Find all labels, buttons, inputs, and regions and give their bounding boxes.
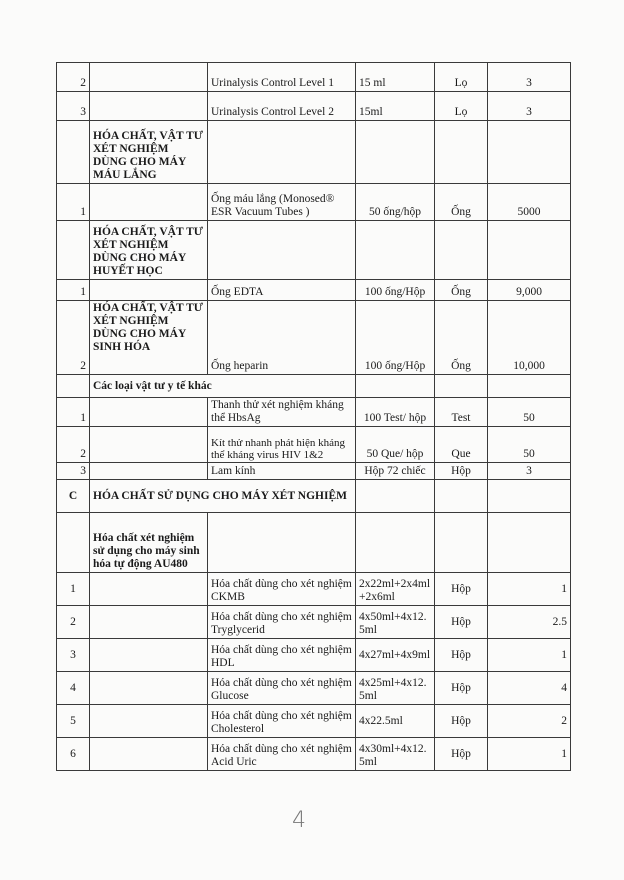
item-spec: 50 Que/ hộp [356, 427, 435, 463]
item-qty: 3 [488, 63, 571, 92]
table-row [57, 398, 571, 427]
table-row [57, 221, 571, 280]
row-number: 5 [57, 705, 90, 738]
table-row [57, 573, 571, 606]
item-name: Hóa chất dùng cho xét nghiệm Cholesterol [208, 705, 356, 738]
section-title: HÓA CHẤT SỬ DỤNG CHO MÁY XÉT NGHIỆM [90, 480, 356, 513]
group-cell [90, 463, 208, 480]
item-name: Urinalysis Control Level 2 [208, 92, 356, 121]
item-unit: Hộp [435, 639, 488, 672]
row-number: 2 [57, 301, 90, 375]
item-unit: Hộp [435, 738, 488, 771]
table-row [57, 463, 571, 480]
item-spec: 15 ml [356, 63, 435, 92]
group-cell [90, 573, 208, 606]
item-name: Lam kính [208, 463, 356, 480]
table-row [57, 513, 571, 573]
group-cell [90, 639, 208, 672]
item-qty: 50 [488, 398, 571, 427]
item-unit: Ống [435, 301, 488, 375]
table-row [57, 427, 571, 463]
item-unit: Test [435, 398, 488, 427]
table-row [57, 280, 571, 301]
item-qty: 4 [488, 672, 571, 705]
group-heading: HÓA CHẤT, VẬT TƯ XÉT NGHIỆM DÙNG CHO MÁY MÁU LẮNG [90, 121, 208, 184]
row-number: 3 [57, 463, 90, 480]
item-spec: 15ml [356, 92, 435, 121]
row-number: 1 [57, 398, 90, 427]
section-number [57, 375, 90, 398]
item-name: Hóa chất dùng cho xét nghiệm Glucose [208, 672, 356, 705]
table-row [57, 92, 571, 121]
item-spec: 2x22ml+2x4ml +2x6ml [356, 573, 435, 606]
item-spec: 4x30ml+4x12. 5ml [356, 738, 435, 771]
item-qty: 3 [488, 463, 571, 480]
group-cell [90, 280, 208, 301]
row-number: 2 [57, 63, 90, 92]
row-number: 3 [57, 639, 90, 672]
row-number: 3 [57, 92, 90, 121]
item-qty: 1 [488, 639, 571, 672]
table-row [57, 480, 571, 513]
group-heading: HÓA CHẤT, VẬT TƯ XÉT NGHIỆM DÙNG CHO MÁY SINH HÓA [90, 301, 208, 375]
item-qty: 3 [488, 92, 571, 121]
item-name: Hóa chất dùng cho xét nghiệm Acid Uric [208, 738, 356, 771]
item-name: Thanh thử xét nghiệm kháng thể HbsAg [208, 398, 356, 427]
row-number: 1 [57, 280, 90, 301]
item-qty: 1 [488, 738, 571, 771]
group-cell [90, 184, 208, 221]
group-cell [90, 398, 208, 427]
row-number: 1 [57, 184, 90, 221]
group-cell [90, 672, 208, 705]
item-unit: Lọ [435, 92, 488, 121]
group-heading: HÓA CHẤT, VẬT TƯ XÉT NGHIỆM DÙNG CHO MÁY HUYẾT HỌC [90, 221, 208, 280]
item-qty: 5000 [488, 184, 571, 221]
section-number: C [57, 480, 90, 513]
table-row [57, 705, 571, 738]
group-cell [90, 606, 208, 639]
group-cell [90, 705, 208, 738]
table-row [57, 738, 571, 771]
item-spec: 4x22.5ml [356, 705, 435, 738]
supply-table [56, 62, 571, 771]
item-qty: 2 [488, 705, 571, 738]
item-name: Ống heparin [208, 301, 356, 375]
row-number: 1 [57, 573, 90, 606]
table-row [57, 121, 571, 184]
item-spec: 4x27ml+4x9ml [356, 639, 435, 672]
group-cell [90, 738, 208, 771]
item-spec: 4x25ml+4x12. 5ml [356, 672, 435, 705]
table-row [57, 301, 571, 375]
row-number: 2 [57, 427, 90, 463]
table-row [57, 606, 571, 639]
item-name: Kít thử nhanh phát hiện kháng thể kháng virus HIV 1&2 [208, 427, 356, 463]
group-heading: Hóa chất xét nghiệm sử dụng cho máy sinh hóa tự động AU480 [90, 513, 208, 573]
item-unit: Ống [435, 280, 488, 301]
item-qty: 1 [488, 573, 571, 606]
item-name: Hóa chất dùng cho xét nghiệm CKMB [208, 573, 356, 606]
item-unit: Hộp [435, 672, 488, 705]
item-qty: 9,000 [488, 280, 571, 301]
item-spec: 50 ống/hộp [356, 184, 435, 221]
item-name: Hóa chất dùng cho xét nghiệm HDL [208, 639, 356, 672]
item-name: Hóa chất dùng cho xét nghiệm Tryglycerid [208, 606, 356, 639]
row-number: 6 [57, 738, 90, 771]
item-qty: 50 [488, 427, 571, 463]
item-unit: Hộp [435, 463, 488, 480]
group-cell [90, 427, 208, 463]
row-number: 4 [57, 672, 90, 705]
page-number: 4 [292, 808, 306, 833]
table-row [57, 63, 571, 92]
item-spec: 100 Test/ hộp [356, 398, 435, 427]
table-row [57, 375, 571, 398]
item-spec: 100 ống/Hộp [356, 301, 435, 375]
group-cell [90, 63, 208, 92]
group-cell [90, 92, 208, 121]
table-row [57, 672, 571, 705]
item-unit: Lọ [435, 63, 488, 92]
item-name: Ống EDTA [208, 280, 356, 301]
item-qty: 2.5 [488, 606, 571, 639]
table-row [57, 639, 571, 672]
section-title: Các loại vật tư y tế khác [90, 375, 356, 398]
item-spec: Hộp 72 chiếc [356, 463, 435, 480]
item-name: Ống máu lắng (Monosed® ESR Vacuum Tubes ) [208, 184, 356, 221]
item-spec: 4x50ml+4x12. 5ml [356, 606, 435, 639]
item-unit: Ống [435, 184, 488, 221]
item-unit: Hộp [435, 705, 488, 738]
item-name: Urinalysis Control Level 1 [208, 63, 356, 92]
item-qty: 10,000 [488, 301, 571, 375]
item-spec: 100 ống/Hộp [356, 280, 435, 301]
item-unit: Hộp [435, 606, 488, 639]
item-unit: Hộp [435, 573, 488, 606]
item-unit: Que [435, 427, 488, 463]
row-number: 2 [57, 606, 90, 639]
table-row [57, 184, 571, 221]
